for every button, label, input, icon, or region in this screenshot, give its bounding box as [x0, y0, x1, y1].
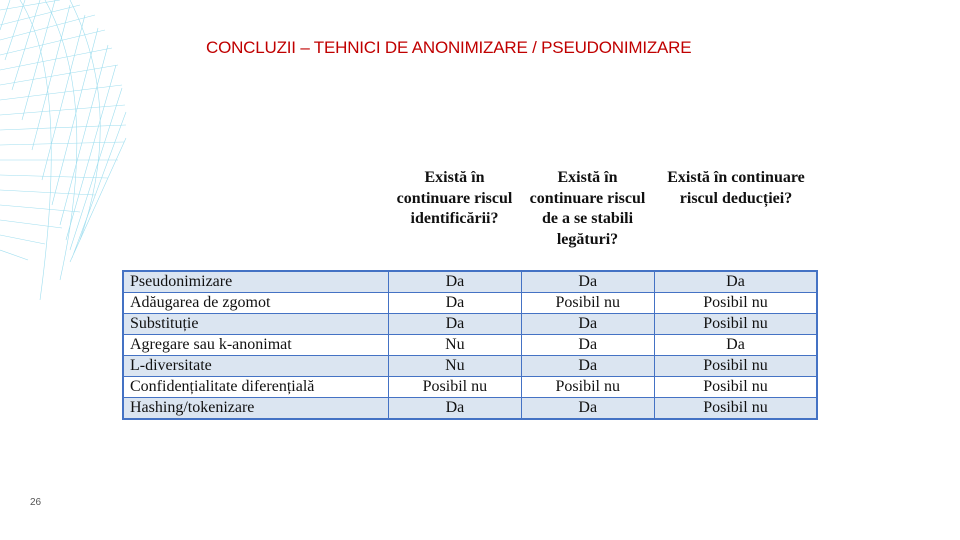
- linkability-cell: Da: [521, 314, 654, 335]
- inference-cell: Posibil nu: [654, 377, 817, 398]
- header-identification-risk: Există în continuare riscul identificării?: [396, 169, 513, 227]
- identification-cell: Da: [389, 314, 521, 335]
- linkability-cell: Da: [521, 271, 654, 293]
- table-row: [123, 293, 817, 314]
- identification-cell: Da: [389, 398, 521, 420]
- table-row: [123, 356, 817, 377]
- table-row: [123, 271, 817, 293]
- technique-cell: Confidențialitate diferențială: [123, 377, 389, 398]
- header-linkability-risk: Există în continuare riscul de a se stabili legături?: [529, 169, 646, 248]
- table-header-row: [388, 168, 818, 272]
- technique-cell: Pseudonimizare: [123, 271, 389, 293]
- inference-cell: Posibil nu: [654, 398, 817, 420]
- linkability-cell: Da: [521, 356, 654, 377]
- identification-cell: Nu: [389, 356, 521, 377]
- header-inference-risk: Există în continuare riscul deducției?: [667, 169, 805, 207]
- anonymization-techniques-table: [122, 270, 818, 420]
- identification-cell: Da: [389, 293, 521, 314]
- inference-cell: Posibil nu: [654, 293, 817, 314]
- wireframe-decoration: [0, 0, 140, 300]
- linkability-cell: Posibil nu: [521, 377, 654, 398]
- identification-cell: Posibil nu: [389, 377, 521, 398]
- inference-cell: Da: [654, 271, 817, 293]
- inference-cell: Posibil nu: [654, 314, 817, 335]
- inference-cell: Da: [654, 335, 817, 356]
- technique-cell: Agregare sau k-anonimat: [123, 335, 389, 356]
- linkability-cell: Da: [521, 398, 654, 420]
- table-row: [123, 335, 817, 356]
- slide-title: CONCLUZII – TEHNICI DE ANONIMIZARE / PSEUDONIMIZARE: [206, 38, 692, 57]
- table-row: [123, 398, 817, 420]
- table-row: [123, 314, 817, 335]
- page-number: 26: [30, 497, 42, 508]
- technique-cell: Adăugarea de zgomot: [123, 293, 389, 314]
- linkability-cell: Posibil nu: [521, 293, 654, 314]
- technique-cell: Hashing/tokenizare: [123, 398, 389, 420]
- inference-cell: Posibil nu: [654, 356, 817, 377]
- identification-cell: Da: [389, 271, 521, 293]
- linkability-cell: Da: [521, 335, 654, 356]
- identification-cell: Nu: [389, 335, 521, 356]
- technique-cell: Substituție: [123, 314, 389, 335]
- table-row: [123, 377, 817, 398]
- technique-cell: L-diversitate: [123, 356, 389, 377]
